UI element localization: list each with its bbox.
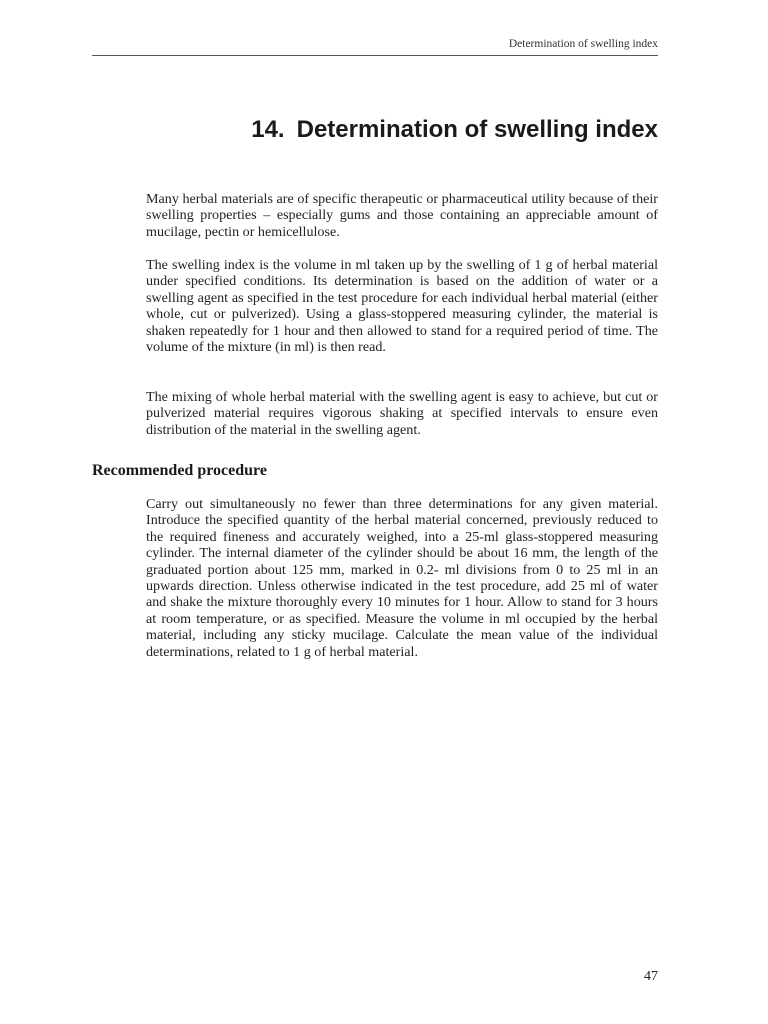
chapter-number: 14. [251, 116, 285, 143]
intro-paragraph-3: The mixing of whole herbal material with the swelling agent is easy to achieve, but cut or pulverized material requires vigorous shaking at specified intervals to ensure even distribution of the material in the swelling agent. [146, 389, 658, 438]
running-header: Determination of swelling index [508, 38, 658, 50]
header-rule [92, 55, 658, 56]
intro-paragraph-1: Many herbal materials are of specific therapeutic or pharmaceutical utility because of their swelling properties – especially gums and those containing an appreciable amount of mucilage, pectin or hemicellulose. [146, 191, 658, 240]
intro-paragraph-2: The swelling index is the volume in ml taken up by the swelling of 1 g of herbal material under specified conditions. Its determination is based on the addition of water or a swelling agent as specified in the test procedure for each individual herbal material (either whole, cut or pulverized). Using a glass-stoppered measuring cylinder, the material is shaken repeatedly for 1 hour and then allowed to stand for a required period of time. The volume of the mixture (in ml) is then read. [146, 257, 658, 356]
section-heading: Recommended procedure [92, 462, 267, 479]
chapter-title-text: Determination of swelling index [296, 116, 658, 143]
page-number: 47 [644, 969, 658, 984]
procedure-paragraph: Carry out simultaneously no fewer than three determinations for any given material. Introduce the specified quantity of the herbal material concerned, previously reduced to the required fineness and accurately weighed, into a 25-ml glass-stoppered measuring cylinder. The internal diameter of the cylinder should be about 16 mm, the length of the graduated portion about 125 mm, marked in 0.2- ml divisions from 0 to 25 ml in an upwards direction. Unless otherwise indicated in the test procedure, add 25 ml of water and shake the mixture thoroughly every 10 minutes for 1 hour. Allow to stand for 3 hours at room temperature, or as specified. Measure the volume in ml occupied by the herbal material, including any sticky mucilage. Calculate the mean value of the individual determinations, related to 1 g of herbal material. [146, 496, 658, 660]
chapter-title [251, 116, 658, 144]
